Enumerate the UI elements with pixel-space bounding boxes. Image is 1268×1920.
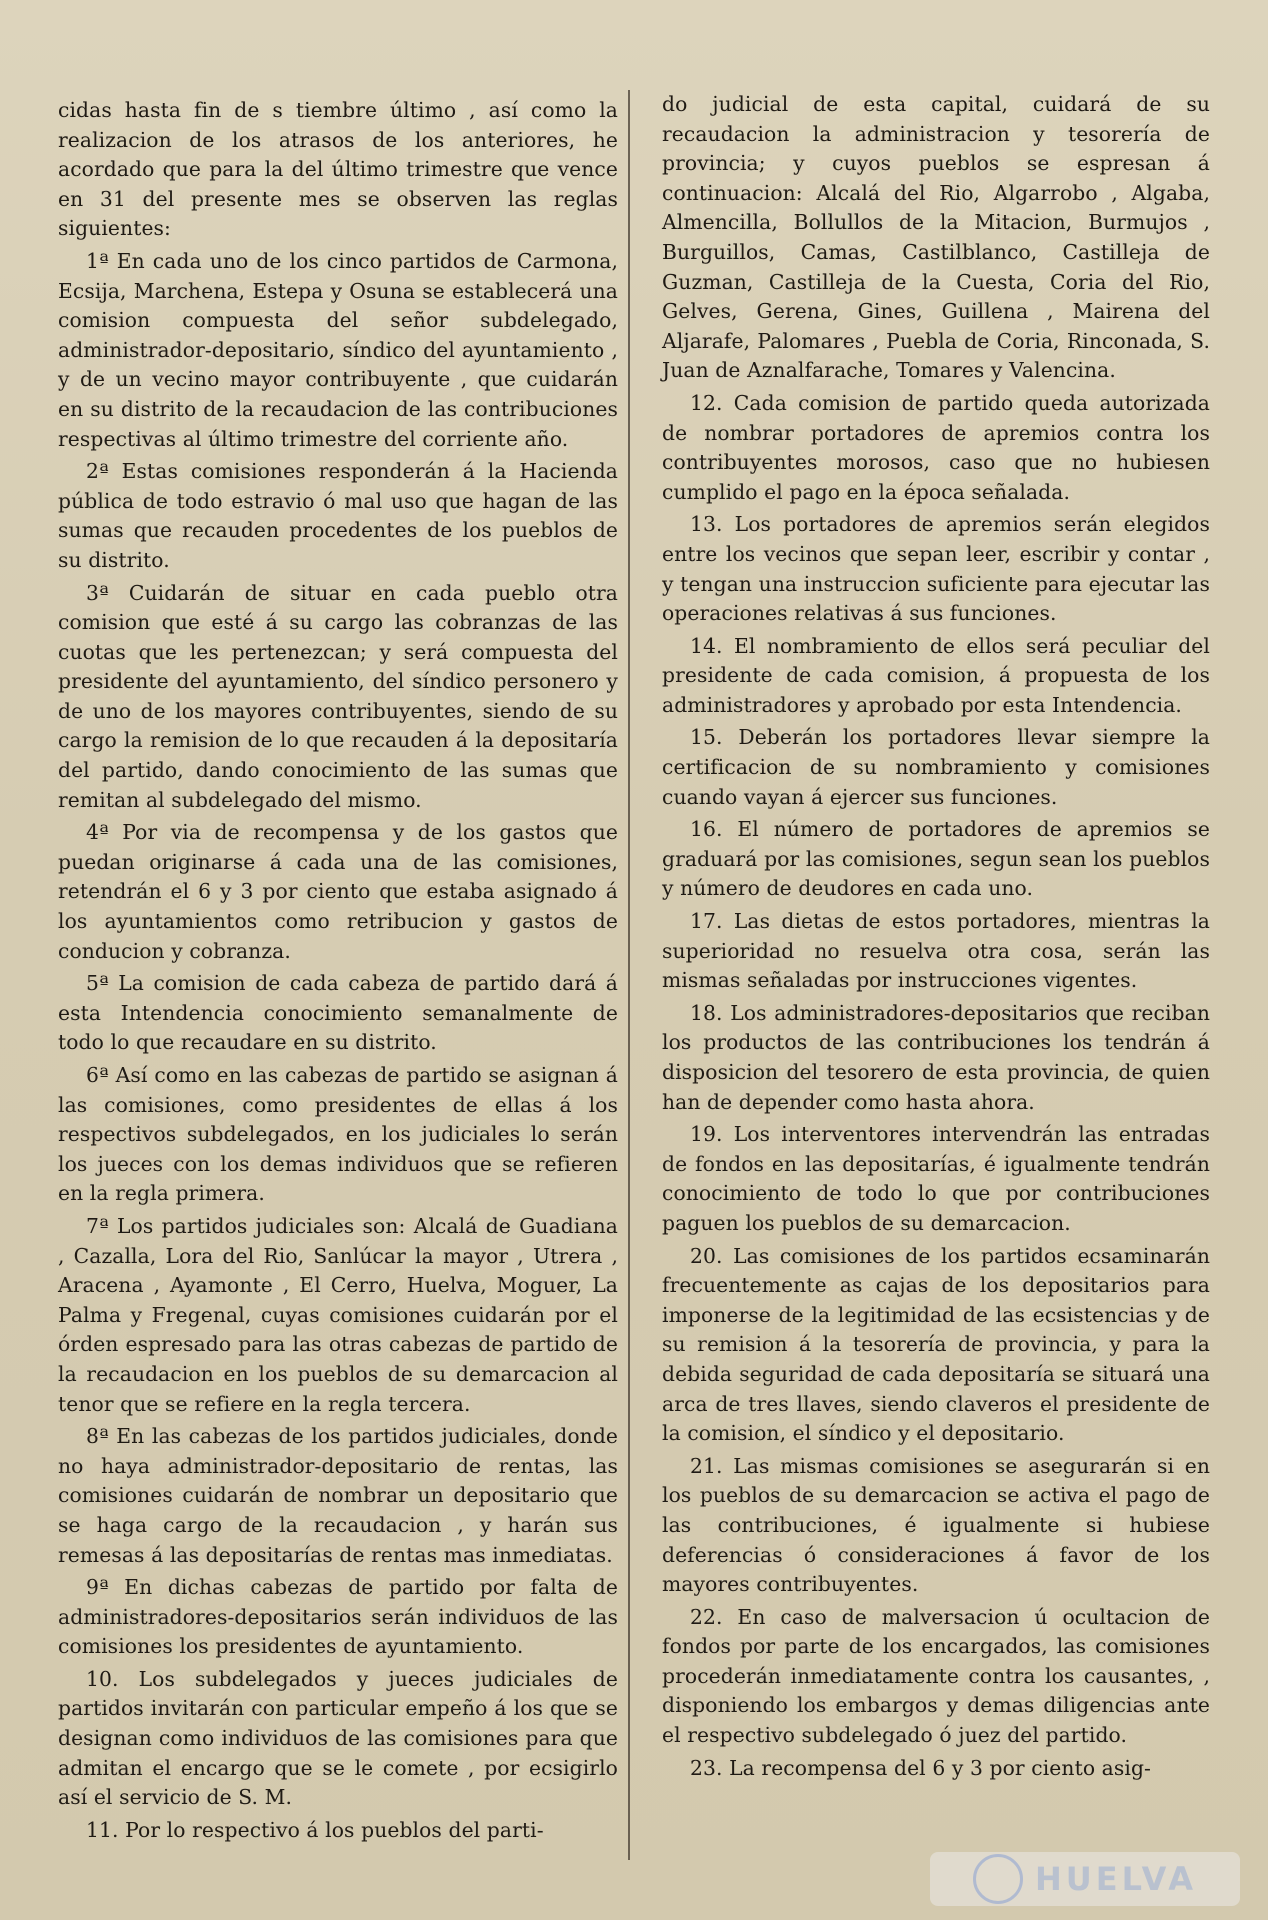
watermark-text: HUELVA — [1035, 1860, 1197, 1898]
paragraph-rule-16: 16. El número de portadores de apremios se graduará por las comisiones, segun sean los pueblos y número de deudores en cada uno. — [662, 817, 1210, 901]
paragraph-rule-20: 20. Las comisiones de los partidos ecsaminarán frecuentemente as cajas de los depositarios para imponerse de la legitimidad de las ecsistencias y de su remision á la tesorería de provincia, y para la debida seguridad de cada depositaría se situará una arca de tres llaves, siendo claveros el presidente de la comision, el síndico y el depositario. — [662, 1243, 1210, 1446]
archive-watermark — [930, 1852, 1240, 1906]
right-text-column — [662, 90, 1210, 1786]
paragraph-rule-6: 6ª Así como en las cabezas de partido se asignan á las comisiones, como presidentes de ellas á los respectivos subdelegados, en los judiciales lo serán los jueces con los demas individuos que se refieren en la regla primera. — [58, 1063, 618, 1206]
paragraph-rule-8: 8ª En las cabezas de los partidos judiciales, donde no haya administrador-depositario de rentas, las comisiones cuidarán de nombrar un depositario que se haga cargo de la recaudacion , y harán sus remesas á las depositarías de rentas mas inmediatas. — [58, 1424, 618, 1567]
column-divider — [628, 90, 630, 1860]
paragraph-rule-14: 14. El nombramiento de ellos será peculiar del presidente de cada comision, á propuesta de los administradores y aprobado por esta Intendencia. — [662, 633, 1210, 717]
paragraph-rule-13: 13. Los portadores de apremios serán elegidos entre los vecinos que sepan leer, escribir y contar , y tengan una instruccion suficiente para ejecutar las operaciones relativas á sus funciones. — [662, 512, 1210, 626]
paragraph-rule-17: 17. Las dietas de estos portadores, mientras la superioridad no resuelva otra cosa, serán las mismas señaladas por instrucciones vigentes. — [662, 909, 1210, 993]
paragraph-intro: cidas hasta fin de s tiembre último , así como la realizacion de los atrasos de los anteriores, he acordado que para la del último trimestre que vence en 31 del presente mes se observen las reglas siguientes: — [58, 98, 618, 241]
paragraph-rule-23: 23. La recompensa del 6 y 3 por ciento asig- — [690, 1755, 1151, 1780]
paragraph-rule-2: 2ª Estas comisiones responderán á la Hacienda pública de todo estravio ó mal uso que hagan de las sumas que recauden procedentes de los pueblos de su distrito. — [58, 459, 618, 572]
paragraph-rule-1: 1ª En cada uno de los cinco partidos de Carmona, Ecsija, Marchena, Estepa y Osuna se establecerá una comision compuesta del señor subdelegado, administrador-depositario, síndico del ayuntamiento , y de un vecino mayor contribuyente , que cuidarán en su distrito de la recaudacion de las contribuciones respectivas al último trimestre del corriente año. — [58, 248, 618, 451]
paragraph-rule-11: 11. Por lo respectivo á los pueblos del parti- — [86, 1817, 544, 1842]
paragraph-rule-9: 9ª En dichas cabezas de partido por falta de administradores-depositarios serán individuos de las comisiones los presidentes de ayuntamiento. — [58, 1575, 618, 1659]
paragraph-rule-19: 19. Los interventores intervendrán las entradas de fondos en las depositarías, é igualmente tendrán conocimiento de todo lo que por contribuciones paguen los pueblos de su demarcacion. — [662, 1122, 1210, 1235]
watermark-logo-icon — [973, 1854, 1023, 1904]
paragraph-rule-4: 4ª Por via de recompensa y de los gastos que puedan originarse á cada una de las comisiones, retendrán el 6 y 3 por ciento que estaba asignado á los ayuntamientos como retribucion y gastos de conducion y cobranza. — [58, 820, 618, 963]
paragraph-rule-15: 15. Deberán los portadores llevar siempre la certificacion de su nombramiento y comisiones cuando vayan á ejercer sus funciones. — [662, 725, 1210, 809]
paragraph-rule-7: 7ª Los partidos judiciales son: Alcalá de Guadiana , Cazalla, Lora del Rio, Sanlúcar la mayor , Utrera , Aracena , Ayamonte , El Cerro, Huelva, Moguer, La Palma y Fregenal, cuyas comisiones cuidarán por el órden espresado para las otras cabezas de partido de la recaudacion en los pueblos de su demarcacion al tenor que se refiere en la regla tercera. — [58, 1213, 618, 1416]
paragraph-rule-5: 5ª La comision de cada cabeza de partido dará á esta Intendencia conocimiento semanalmente de todo lo que recaudare en su distrito. — [58, 971, 618, 1055]
paragraph-rule-11-continued: do judicial de esta capital, cuidará de su recaudacion la administracion y tesorería de provincia; y cuyos pueblos se espresan á continuacion: Alcalá del Rio, Algarrobo , Algaba, Almencilla, Bollullos de la Mitacion, Burmujos , Burguillos, Camas, Castilblanco, Castilleja de Guzman, Castilleja de la Cuesta, Coria del Rio, Gelves, Gerena, Gines, Guillena , Mairena del Aljarafe, Palomares , Puebla de Coria, Rinconada, S. Juan de Aznalfarache, Tomares y Valencina. — [662, 92, 1210, 383]
paragraph-rule-12: 12. Cada comision de partido queda autorizada de nombrar portadores de apremios contra los contribuyentes morosos, caso que no hubiesen cumplido el pago en la época señalada. — [662, 390, 1210, 504]
paragraph-rule-10: 10. Los subdelegados y jueces judiciales de partidos invitarán con particular empeño á los que se designan como individuos de las comisiones para que admitan el encargo que se le comete , por ecsigirlo así el servicio de S. M. — [58, 1666, 618, 1810]
paragraph-rule-3: 3ª Cuidarán de situar en cada pueblo otra comision que esté á su cargo las cobranzas de las cuotas que les pertenezcan; y será compuesta del presidente del ayuntamiento, del síndico personero y de uno de los mayores contribuyentes, siendo de su cargo la remision de lo que recauden á la depositaría del partido, dando conocimiento de las sumas que remitan al subdelegado del mismo. — [58, 580, 618, 812]
left-text-column — [58, 96, 618, 1848]
paragraph-rule-22: 22. En caso de malversacion ú ocultacion de fondos por parte de los encargados, las comisiones procederán inmediatamente contra los causantes, , disponiendo los embargos y demas diligencias ante el respectivo subdelegado ó juez del partido. — [662, 1604, 1210, 1748]
paragraph-rule-18: 18. Los administradores-depositarios que reciban los productos de las contribuciones los tendrán á disposicion del tesorero de esta provincia, de quien han de depender como hasta ahora. — [662, 1000, 1210, 1114]
paragraph-rule-21: 21. Las mismas comisiones se asegurarán si en los pueblos de su demarcacion se activa el pago de las contribuciones, é igualmente si hubiese deferencias ó consideraciones á favor de los mayores contribuyentes. — [662, 1453, 1210, 1597]
